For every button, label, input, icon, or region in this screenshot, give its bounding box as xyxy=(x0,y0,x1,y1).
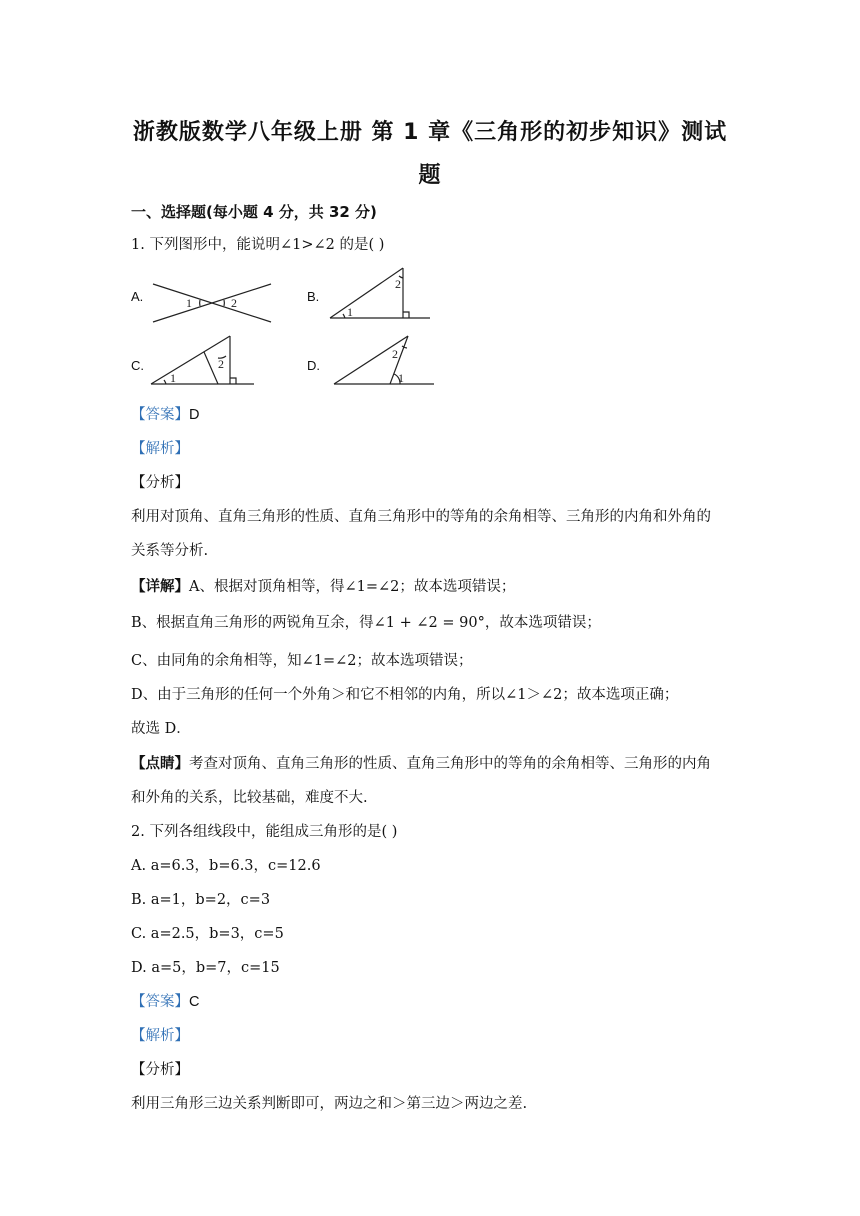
q1-dianjing xyxy=(131,755,711,773)
option-a-label: A. xyxy=(131,289,144,304)
detail-a-text: A、根据对顶角相等，得∠1=∠2；故本选项错误； xyxy=(189,579,516,595)
question-2-stem: 2. 下列各组线段中，能组成三角形的是( ) xyxy=(131,824,398,840)
figure-b-right-triangle xyxy=(325,264,435,326)
q2-option-a: A. a=6.3，b=6.3，c=12.6 xyxy=(131,858,321,874)
fig-a-angle-1: 1 xyxy=(186,296,192,310)
q2-answer-value: C xyxy=(189,994,200,1010)
q2-answer-tag: 【答案】 xyxy=(131,994,189,1010)
answer-value: D xyxy=(189,407,200,423)
figure-a-vertical-angles xyxy=(145,280,275,326)
figure-d-exterior-angle xyxy=(330,330,438,388)
fig-c-angle-2: 2 xyxy=(218,357,224,371)
document-title-line1: 浙教版数学八年级上册 第 1 章《三角形的初步知识》测试 xyxy=(132,120,728,145)
q1-detail-a xyxy=(131,578,515,596)
detail-tag: 【详解】 xyxy=(131,578,189,595)
option-b-label: B. xyxy=(307,289,320,304)
dianjing-tag: 【点睛】 xyxy=(131,755,189,772)
option-d-label: D. xyxy=(307,358,320,373)
q1-dianjing-text-2: 和外角的关系，比较基础，难度不大. xyxy=(131,790,368,806)
q1-fenxi-tag: 【分析】 xyxy=(131,475,189,491)
q1-detail-b: B、根据直角三角形的两锐角互余，得∠1 + ∠2 = 90°，故本选项错误； xyxy=(131,615,601,631)
q1-analysis-tag: 【解析】 xyxy=(131,441,189,457)
q1-detail-d: D、由于三角形的任何一个外角＞和它不相邻的内角，所以∠1＞∠2；故本选项正确； xyxy=(131,687,679,703)
answer-tag: 【答案】 xyxy=(131,407,189,423)
q2-analysis-tag: 【解析】 xyxy=(131,1028,189,1044)
q2-option-b: B. a=1，b=2，c=3 xyxy=(131,892,271,908)
fig-d-angle-1: 1 xyxy=(398,371,404,385)
q1-fenxi-text-1: 利用对顶角、直角三角形的性质、直角三角形中的等角的余角相等、三角形的内角和外角的 xyxy=(131,509,711,525)
section-heading: 一、选择题(每小题 4 分，共 32 分) xyxy=(131,203,377,221)
fig-c-angle-1: 1 xyxy=(170,371,176,385)
option-c-label: C. xyxy=(131,358,144,373)
q2-option-d: D. a=5，b=7，c=15 xyxy=(131,960,280,976)
fig-d-angle-2: 2 xyxy=(392,347,398,361)
q2-answer xyxy=(131,993,199,1011)
q1-detail-end: 故选 D． xyxy=(131,721,191,737)
q1-fenxi-text-2: 关系等分析. xyxy=(131,543,209,559)
fig-b-angle-1: 1 xyxy=(347,305,353,319)
q1-answer xyxy=(131,406,199,424)
dianjing-text-1: 考查对顶角、直角三角形的性质、直角三角形中的等角的余角相等、三角形的内角 xyxy=(189,756,711,772)
q1-detail-c: C、由同角的余角相等，知∠1=∠2；故本选项错误； xyxy=(131,653,473,669)
figure-c-triangle-altitude xyxy=(148,330,258,388)
q2-option-c: C. a=2.5，b=3，c=5 xyxy=(131,926,284,942)
fig-b-angle-2: 2 xyxy=(395,277,401,291)
q2-fenxi-text: 利用三角形三边关系判断即可，两边之和＞第三边＞两边之差. xyxy=(131,1096,528,1112)
fig-a-angle-2: 2 xyxy=(231,296,237,310)
document-title-line2: 题 xyxy=(418,163,442,188)
question-1-stem: 1. 下列图形中，能说明∠1>∠2 的是( ) xyxy=(131,237,385,253)
q2-fenxi-tag: 【分析】 xyxy=(131,1062,189,1078)
